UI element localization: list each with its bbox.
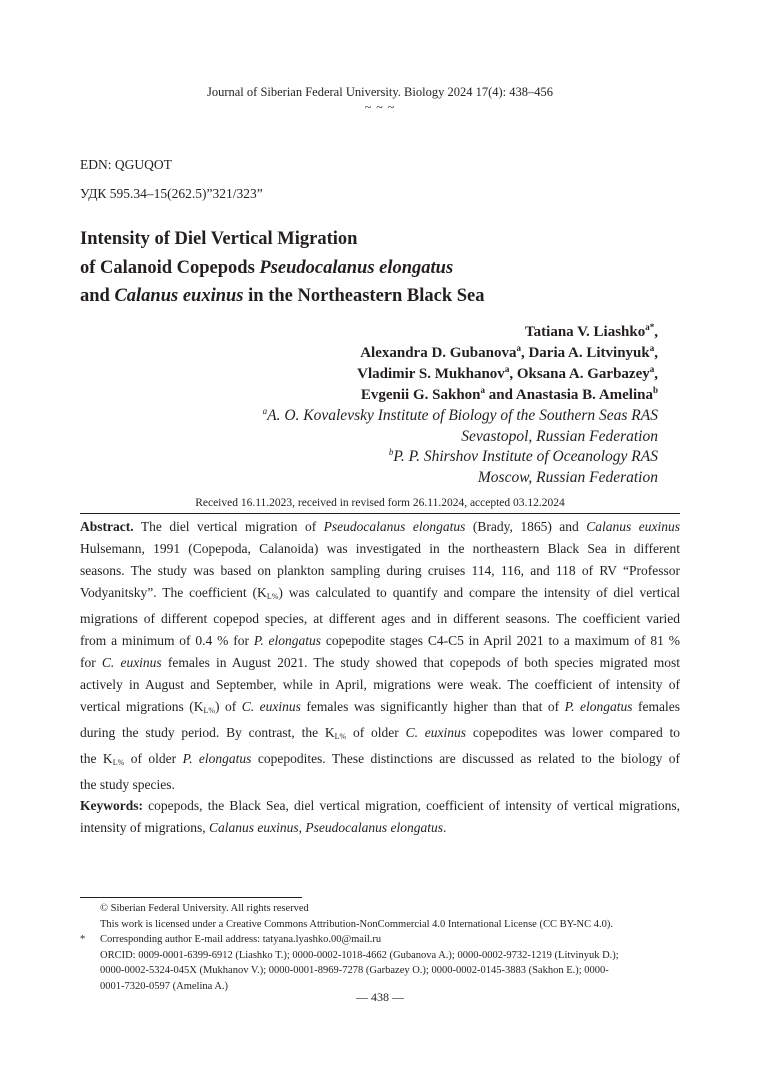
footnote-corresponding: * Corresponding author E-mail address: tatyana.lyashko.00@mail.ru — [80, 934, 382, 945]
abstract-line: Vodyanitsky”. The coefficient $(K_{L\%})$ was calculated to quantify and compare the intensity of diel vertical — [80, 585, 680, 601]
affiliation-b-place: Moscow, Russian Federation — [477, 468, 658, 486]
author-list — [98, 322, 658, 406]
affiliation-a-place: Sevastopol, Russian Federation — [461, 427, 658, 445]
footnote-license: This work is licensed under a Creative Commons Attribution-NonCommercial 4.0 International License (CC BY-NC 4.0). — [100, 918, 613, 930]
author-name: Tatiana V. Liashko — [525, 324, 646, 340]
abstract-line: during the study period. By contrast, the $K_{L\%}$ of older C. euxinus copepodites was lower compared to — [80, 725, 681, 741]
affiliation-b-institute: $^b$P. P. Shirshov Institute of Oceanology RAS — [388, 446, 658, 465]
author-name: Oksana A. Garbazey — [516, 366, 650, 382]
footnote-orcid: ORCID: 0009-0001-6399-6912 (Liashko T.); 0000-0002-1018-4662 (Gubanova A.); 0000-0002-9732-1219 (Litvinyuk D.); — [100, 949, 619, 961]
species-name: Pseudocalanus elongatus — [259, 257, 454, 278]
keywords-line: intensity of migrations, Calanus euxinus, Pseudocalanus elongatus. — [80, 820, 447, 835]
footnote-divider — [80, 897, 302, 898]
species-name: Calanus euxinus — [114, 286, 244, 306]
udk-id: УДК 595.34–15(262.5)”321/323” — [80, 186, 263, 201]
edn-id: EDN: QGUQOT — [80, 157, 172, 172]
keywords-line: Keywords: copepods, the Black Sea, diel vertical migration, coefficient of intensity of vertical migrations, — [80, 798, 680, 813]
author-name: Alexandra D. Gubanova — [360, 345, 517, 361]
header-separator: ~ ~ ~ — [364, 100, 396, 114]
abstract-label: Abstract. — [80, 519, 134, 534]
abstract-line: vertical migrations $(K_{L\%})$ of C. euxinus females was significantly higher than that of P. elongatus females — [80, 699, 680, 715]
author-name: Daria A. Litvinyuk — [528, 345, 650, 361]
abstract-line: the $K_{L\%}$ of older P. elongatus copepodites. These distinctions are discussed as related to the biology of — [80, 751, 680, 767]
footnote-orcid: 0000-0002-5324-045X (Mukhanov V.); 0000-0001-8969-7278 (Garbazey O.); 0000-0002-0145-3883 (Sakhon E.); 0000- — [100, 965, 609, 976]
author-line: Alexandra D. Gubanova$^a$, Daria A. Litvinyuk$^a$, — [360, 343, 658, 361]
author-line: Tatiana V. Liashko$^{a*}$, — [525, 322, 658, 340]
title-line-3: and Calanus euxinus in the Northeastern Black Sea — [80, 286, 485, 306]
author-name: Anastasia B. Amelina — [515, 387, 653, 403]
divider — [80, 513, 680, 514]
article-title — [80, 225, 680, 311]
keywords — [80, 795, 680, 839]
abstract-line: actively in August and September, while in April, migrations were weak. The coefficient of intensity of — [80, 677, 680, 692]
received-dates: Received 16.11.2023, received in revised form 26.11.2024, accepted 03.12.2024 — [195, 497, 565, 509]
footnotes — [80, 901, 680, 994]
footnote-copyright: © Siberian Federal University. All rights reserved — [100, 903, 309, 914]
abstract-line: migrations of different copepod species, at different ages and in different seasons. The coefficient varied — [80, 611, 680, 626]
affiliations — [98, 406, 658, 488]
title-line-1: Intensity of Diel Vertical Migration — [80, 229, 358, 249]
footnote-orcid: 0001-7320-0597 (Amelina A.) — [100, 980, 229, 992]
keywords-label: Keywords: — [80, 798, 143, 813]
abstract-line: seasons. The study was based on plankton sampling during cruises 114, 116, and 118 of RV “Professor — [80, 563, 680, 578]
journal-header: Journal of Siberian Federal University. Biology 2024 17(4): 438–456 — [206, 85, 553, 99]
title-line-2: of Calanoid Copepods Pseudocalanus elongatus — [80, 257, 454, 278]
abstract-line: the study species. — [80, 777, 175, 792]
abstract-line: for C. euxinus females in August 2021. The study showed that copepods of both species migrated most — [80, 655, 680, 670]
affiliation-a-institute: $^a$A. O. Kovalevsky Institute of Biology of the Southern Seas RAS — [262, 405, 658, 424]
author-line: Vladimir S. Mukhanov$^a$, Oksana A. Garbazey$^a$, — [357, 364, 658, 382]
author-line: Evgenii G. Sakhon$^a$ and Anastasia B. Amelina$^b$ — [360, 385, 658, 403]
abstract-line: from a minimum of 0.4 % for P. elongatus copepodite stages C4-C5 in April 2021 to a maximum of 81 % — [80, 633, 680, 648]
author-name: Vladimir S. Mukhanov — [357, 366, 505, 382]
author-name: Evgenii G. Sakhon — [360, 387, 481, 403]
abstract — [80, 516, 680, 796]
abstract-line: Hulsemann, 1991 (Copepoda, Calanoida) was investigated in the northeastern Black Sea in different — [80, 541, 680, 556]
page-number: — 438 — — [356, 990, 404, 1004]
abstract-line: Abstract. The diel vertical migration of Pseudocalanus elongatus (Brady, 1865) and Calanus euxinus — [80, 519, 680, 534]
